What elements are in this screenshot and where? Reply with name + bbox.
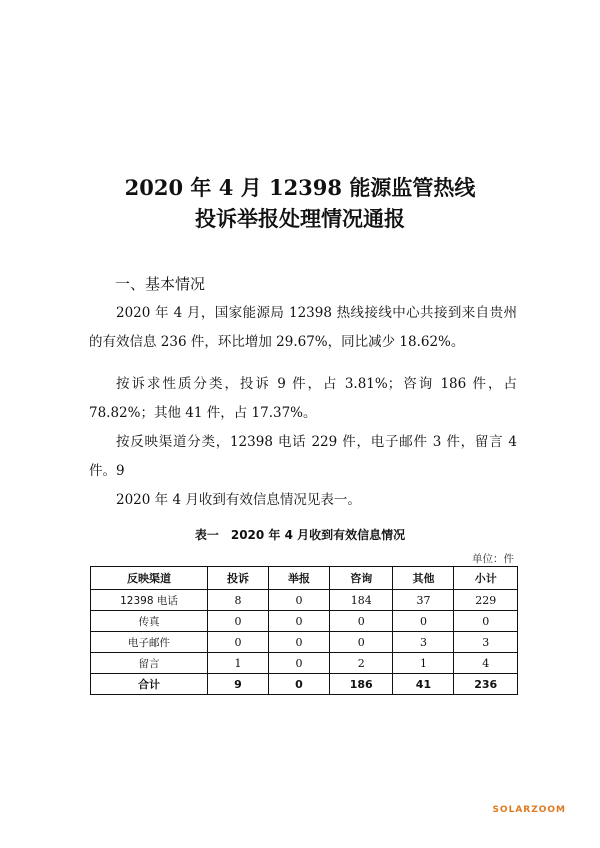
paragraph-by-channel: 按反映渠道分类，12398 电话 229 件，电子邮件 3 件，留言 4 件。9 (89, 434, 517, 479)
cell-value: 37 (393, 590, 454, 611)
header-report: 举报 (268, 567, 329, 590)
cell-channel: 传真 (91, 611, 208, 632)
cell-total-value: 0 (268, 674, 329, 695)
table-header-row (91, 567, 518, 590)
table-caption: 表一 2020 年 4 月收到有效信息情况 (194, 528, 406, 542)
cell-total-label: 合计 (91, 674, 208, 695)
unit-note: 单位：件 (472, 553, 514, 565)
watermark-logo: SOLARZOOM (492, 805, 566, 815)
cell-total-value: 9 (208, 674, 269, 695)
table-row (91, 653, 518, 674)
cell-total-value: 41 (393, 674, 454, 695)
header-subtotal: 小计 (454, 567, 518, 590)
cell-value: 4 (454, 653, 518, 674)
cell-value: 0 (208, 611, 269, 632)
cell-value: 0 (393, 611, 454, 632)
table-row (91, 611, 518, 632)
table-row (91, 632, 518, 653)
cell-value: 1 (208, 653, 269, 674)
info-table (90, 566, 518, 695)
document-title-line1: 2020 年 4 月 12398 能源监管热线 (124, 175, 476, 200)
cell-value: 3 (454, 632, 518, 653)
header-complaint: 投诉 (208, 567, 269, 590)
paragraph-summary: 2020 年 4 月，国家能源局 12398 热线接线中心共接到来自贵州的有效信息 236 件，环比增加 29.67%，同比减少 18.62%。 (89, 305, 517, 350)
cell-total-value: 236 (454, 674, 518, 695)
cell-value: 8 (208, 590, 269, 611)
cell-channel: 留言 (91, 653, 208, 674)
cell-value: 0 (329, 632, 393, 653)
cell-total-value: 186 (329, 674, 393, 695)
cell-value: 2 (329, 653, 393, 674)
header-other: 其他 (393, 567, 454, 590)
header-channel: 反映渠道 (91, 567, 208, 590)
cell-value: 184 (329, 590, 393, 611)
cell-value: 3 (393, 632, 454, 653)
cell-value: 1 (393, 653, 454, 674)
cell-value: 0 (454, 611, 518, 632)
cell-value: 0 (208, 632, 269, 653)
table-row (91, 590, 518, 611)
paragraph-by-nature: 按诉求性质分类，投诉 9 件，占 3.81%；咨询 186 件，占 78.82%；其他 41 件，占 17.37%。 (89, 376, 517, 421)
cell-value: 0 (268, 653, 329, 674)
paragraph-table-reference: 2020 年 4 月收到有效信息情况见表一。 (116, 492, 361, 508)
document-title-line2: 投诉举报处理情况通报 (195, 206, 405, 231)
cell-channel: 12398 电话 (91, 590, 208, 611)
cell-value: 229 (454, 590, 518, 611)
cell-value: 0 (268, 632, 329, 653)
cell-value: 0 (268, 611, 329, 632)
section-heading: 一、基本情况 (115, 275, 206, 293)
cell-value: 0 (329, 611, 393, 632)
table-total-row (91, 674, 518, 695)
cell-channel: 电子邮件 (91, 632, 208, 653)
cell-value: 0 (268, 590, 329, 611)
header-consult: 咨询 (329, 567, 393, 590)
